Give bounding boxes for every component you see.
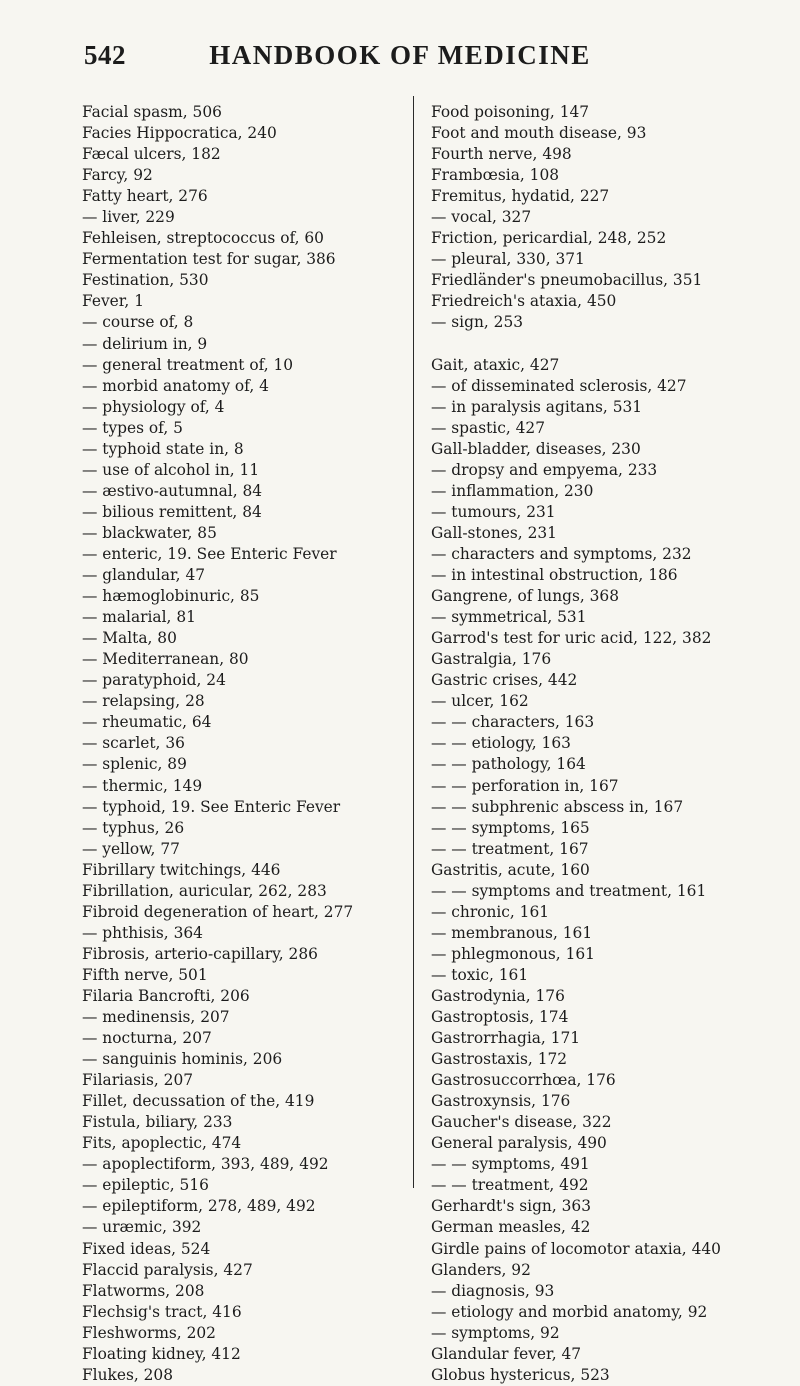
index-entry: — inflammation, 230 (431, 481, 594, 500)
index-entry: — symmetrical, 531 (431, 608, 587, 627)
index-entry: Fehleisen, streptococcus of, 60 (82, 229, 324, 248)
index-entry: — splenic, 89 (82, 755, 187, 774)
index-entry: Floating kidney, 412 (82, 1344, 241, 1363)
index-entry: Fermentation test for sugar, 386 (82, 250, 336, 269)
index-entry: Friction, pericardial, 248, 252 (431, 229, 667, 248)
index-entry: Foot and mouth disease, 93 (431, 124, 647, 143)
index-entry: — pleural, 330, 371 (431, 250, 585, 269)
index-entry: Garrod's test for uric acid, 122, 382 (431, 629, 712, 648)
index-entry: Gastralgia, 176 (431, 650, 552, 669)
index-entry: — liver, 229 (82, 208, 175, 227)
index-entry: — membranous, 161 (431, 923, 593, 942)
index-entry: — relapsing, 28 (82, 692, 205, 711)
index-entry: — types of, 5 (82, 418, 183, 437)
index-entry: — malarial, 81 (82, 608, 196, 627)
index-entry: — chronic, 161 (431, 902, 550, 921)
index-entry: — epileptic, 516 (82, 1176, 209, 1195)
index-entry: — typhoid, 19. See Enteric Fever (82, 797, 341, 816)
index-entry: — typhoid state in, 8 (82, 439, 244, 458)
index-entry: Fever, 1 (82, 292, 144, 311)
index-entry: Gastric crises, 442 (431, 671, 578, 690)
index-entry: — in paralysis agitans, 531 (431, 397, 643, 416)
index-entry: — in intestinal obstruction, 186 (431, 566, 678, 585)
index-column-left (82, 102, 408, 1386)
index-entry: — scarlet, 36 (82, 734, 185, 753)
index-entry: Fibrillation, auricular, 262, 283 (82, 881, 327, 900)
index-entry: Globus hystericus, 523 (431, 1365, 610, 1384)
index-entry: — course of, 8 (82, 313, 194, 332)
index-entry: Flechsig's tract, 416 (82, 1302, 242, 1321)
index-entry: Fourth nerve, 498 (431, 145, 572, 164)
index-entry: — — symptoms, 165 (431, 818, 590, 837)
index-entry: Fleshworms, 202 (82, 1323, 216, 1342)
column-divider (413, 96, 414, 1188)
index-entry: Gaucher's disease, 322 (431, 1113, 612, 1132)
running-title: HANDBOOK OF MEDICINE (209, 40, 591, 70)
index-entry: Facies Hippocratica, 240 (82, 124, 277, 143)
index-entry: Food poisoning, 147 (431, 103, 590, 121)
index-entry: Fæcal ulcers, 182 (82, 145, 221, 164)
index-entry: — yellow, 77 (82, 839, 180, 858)
index-entry: — enteric, 19. See Enteric Fever (82, 544, 337, 563)
index-entry: Fistula, biliary, 233 (82, 1113, 233, 1132)
index-entry: — — etiology, 163 (431, 734, 571, 753)
index-entry: Fibrillary twitchings, 446 (82, 860, 281, 879)
index-entry: Gastrodynia, 176 (431, 986, 565, 1005)
index-entry: — — symptoms, 491 (431, 1155, 590, 1174)
index-entry: — ulcer, 162 (431, 692, 529, 711)
index-entry: Fibroid degeneration of heart, 277 (82, 902, 354, 921)
index-entry: — phthisis, 364 (82, 923, 203, 942)
index-entry: Friedländer's pneumobacillus, 351 (431, 271, 703, 290)
index-entry: — uræmic, 392 (82, 1218, 202, 1237)
index-entry: Gastrorrhagia, 171 (431, 1029, 581, 1048)
index-entry: Gall-bladder, diseases, 230 (431, 439, 641, 458)
index-entry: — etiology and morbid anatomy, 92 (431, 1302, 708, 1321)
index-entry: — sign, 253 (431, 313, 524, 332)
page-header (0, 40, 800, 80)
index-entry: — physiology of, 4 (82, 397, 225, 416)
index-entry: — rheumatic, 64 (82, 713, 212, 732)
index-entry: — Malta, 80 (82, 629, 177, 648)
index-entry: Glandular fever, 47 (431, 1344, 582, 1363)
index-entry: — sanguinis hominis, 206 (82, 1050, 283, 1069)
index-entry: — phlegmonous, 161 (431, 944, 595, 963)
index-entry: Gait, ataxic, 427 (431, 355, 560, 374)
index-entry: — blackwater, 85 (82, 523, 217, 542)
index-entry: — epileptiform, 278, 489, 492 (82, 1197, 316, 1216)
index-entry: — — perforation in, 167 (431, 776, 619, 795)
index-entry: — — subphrenic abscess in, 167 (431, 797, 684, 816)
index-entry: Flukes, 208 (82, 1365, 174, 1384)
index-entry: Fifth nerve, 501 (82, 965, 208, 984)
index-entry: Fits, apoplectic, 474 (82, 1134, 242, 1153)
index-entry: — medinensis, 207 (82, 1008, 230, 1027)
index-entry: — delirium in, 9 (82, 334, 208, 353)
section-gap (431, 334, 791, 355)
index-entry: Gerhardt's sign, 363 (431, 1197, 592, 1216)
index-entry: Gastrostaxis, 172 (431, 1050, 568, 1069)
index-entry: — morbid anatomy of, 4 (82, 376, 269, 395)
index-entry: German measles, 42 (431, 1218, 591, 1237)
index-entry: Gastritis, acute, 160 (431, 860, 590, 879)
index-entry: — nocturna, 207 (82, 1029, 212, 1048)
index-entry: Fixed ideas, 524 (82, 1239, 211, 1258)
index-entry: Fatty heart, 276 (82, 187, 208, 206)
index-entry: — tumours, 231 (431, 502, 556, 521)
index-entry: — — pathology, 164 (431, 755, 586, 774)
index-entry: — — symptoms and treatment, 161 (431, 881, 707, 900)
index-entry: Flaccid paralysis, 427 (82, 1260, 253, 1279)
index-entry: — use of alcohol in, 11 (82, 460, 260, 479)
page-number: 542 (84, 40, 126, 70)
index-entry: — hæmoglobinuric, 85 (82, 587, 260, 606)
index-entry: Gastrosuccorrhœa, 176 (431, 1071, 616, 1090)
index-column-right (431, 102, 791, 1386)
index-entry: Facial spasm, 506 (82, 103, 222, 121)
index-entry: Fibrosis, arterio-capillary, 286 (82, 944, 318, 963)
index-entry: — spastic, 427 (431, 418, 545, 437)
index-entry: — general treatment of, 10 (82, 355, 294, 374)
index-entry: Glanders, 92 (431, 1260, 531, 1279)
index-entry: — Mediterranean, 80 (82, 650, 249, 669)
index-entry: Festination, 530 (82, 271, 209, 290)
index-entry: — characters and symptoms, 232 (431, 544, 692, 563)
index-entry: Filariasis, 207 (82, 1071, 194, 1090)
index-entry: General paralysis, 490 (431, 1134, 607, 1153)
index-entry: — — characters, 163 (431, 713, 595, 732)
index-entry: — symptoms, 92 (431, 1323, 560, 1342)
index-entry: — vocal, 327 (431, 208, 532, 227)
index-entry: — dropsy and empyema, 233 (431, 460, 658, 479)
index-entry: — thermic, 149 (82, 776, 203, 795)
index-entry: — toxic, 161 (431, 965, 529, 984)
index-entry: — — treatment, 167 (431, 839, 589, 858)
index-entry: — apoplectiform, 393, 489, 492 (82, 1155, 329, 1174)
index-entry: — paratyphoid, 24 (82, 671, 226, 690)
index-entry: Frambœsia, 108 (431, 166, 560, 185)
index-entry: Farcy, 92 (82, 166, 153, 185)
index-entry: — diagnosis, 93 (431, 1281, 555, 1300)
index-entry: — — treatment, 492 (431, 1176, 589, 1195)
index-entry: — æstivo-autumnal, 84 (82, 481, 263, 500)
index-entry: Gastroptosis, 174 (431, 1008, 569, 1027)
index-entry: Gastroxynsis, 176 (431, 1092, 571, 1111)
index-entry: — typhus, 26 (82, 818, 185, 837)
index-entry: Fillet, decussation of the, 419 (82, 1092, 315, 1111)
index-entry: Fremitus, hydatid, 227 (431, 187, 610, 206)
index-entry: Gangrene, of lungs, 368 (431, 587, 620, 606)
index-entry: — glandular, 47 (82, 566, 206, 585)
index-entry: — bilious remittent, 84 (82, 502, 262, 521)
index-entry: Flatworms, 208 (82, 1281, 205, 1300)
index-entry: Filaria Bancrofti, 206 (82, 986, 250, 1005)
index-entry: Gall-stones, 231 (431, 523, 557, 542)
index-entry: — of disseminated sclerosis, 427 (431, 376, 687, 395)
index-entry: Friedreich's ataxia, 450 (431, 292, 617, 311)
index-entry: Girdle pains of locomotor ataxia, 440 (431, 1239, 721, 1258)
